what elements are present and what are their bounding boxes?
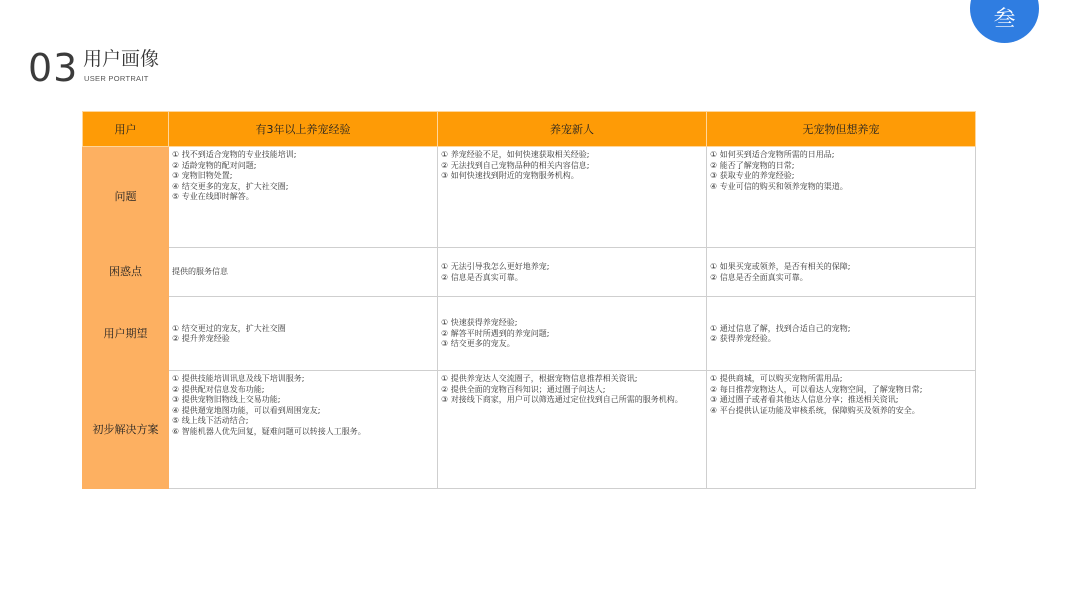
list-item: ② 能否了解宠物的日常; [710,160,795,170]
badge-text: 叁 [993,7,1016,32]
list-item: ① 如何买到适合宠物所需的日用品; [710,150,835,159]
list-item: ① 通过信息了解，找到合适自己的宠物; [710,323,851,333]
list-item: ④ 专业可信的购买和领养宠物的渠道。 [710,181,848,191]
row-label-problem: 问题 [83,147,169,248]
list-item: ③ 获取专业的养宠经验; [710,171,795,180]
row-label-confusion: 困惑点 [83,248,169,297]
table-cell [438,371,707,489]
table-header-row [83,112,976,147]
table-cell [707,147,976,248]
list-item: ② 信息是否真实可靠。 [441,272,523,282]
table-row [83,371,976,489]
list-item: ④ 结交更多的宠友，扩大社交圈; [172,181,289,191]
list-item: ② 无法找到自己宠物品种的相关内容信息; [441,160,590,170]
table-row [83,147,976,248]
column-header-prospective: 无宠物但想养宠 [707,112,976,147]
list-item: ① 提供技能培训讯息及线下培训服务; [172,374,305,383]
row-label-expectation: 用户期望 [83,297,169,371]
list-item: ① 无法引导我怎么更好地养宠; [441,262,550,271]
list-item: ② 适龄宠物的配对问题; [172,160,257,170]
list-item: ⑤ 专业在线即时解答。 [172,192,254,201]
list-item: ② 解答平时所遇到的养宠问题; [441,328,550,338]
page-subtitle: USER PORTRAIT [84,74,149,83]
table-cell [707,297,976,371]
table-cell [438,297,707,371]
table-row [83,297,976,371]
table-cell [438,147,707,248]
list-item: ② 提供配对信息发布功能; [172,384,265,394]
column-header-experienced: 有3年以上养宠经验 [169,112,438,147]
list-item: ② 每日推荐宠物达人，可以看达人宠物空间，了解宠物日常; [710,384,923,394]
table-cell [169,248,438,297]
list-item: ③ 对接线下商家，用户可以筛选通过定位找到自己所需的服务机构。 [441,395,683,404]
list-item: ③ 宠物旧物处置; [172,171,233,180]
user-portrait-table [82,111,976,489]
list-item: ① 结交更过的宠友，扩大社交圈 [172,323,286,333]
list-item: ② 获得养宠经验。 [710,334,776,343]
list-item: ④ 平台提供认证功能及审核系统，保障购买及领养的安全。 [710,405,920,415]
list-item: ⑥ 智能机器人优先回复，疑难问题可以转接人工服务。 [172,426,366,436]
table-cell [169,371,438,489]
list-item: ① 提供商城，可以购买宠物所需用品; [710,374,843,383]
column-header-user: 用户 [83,112,169,147]
list-item: ⑤ 线上线下活动结合; [172,416,249,425]
column-header-newcomer: 养宠新人 [438,112,707,147]
list-item: ① 养宠经验不足，如何快速获取相关经验; [441,150,590,159]
list-item: ① 找不到适合宠物的专业技能培训; [172,150,297,159]
page-title: 用户画像 [83,48,160,70]
row-label-solution: 初步解决方案 [83,371,169,489]
list-item: ① 如果买宠或领养，是否有相关的保障; [710,262,851,271]
list-item: 提供的服务信息 [172,267,228,277]
list-item: ① 提供养宠达人交流圈子，根据宠物信息推荐相关资讯; [441,374,638,383]
table-cell [169,297,438,371]
list-item: ② 信息是否全面真实可靠。 [710,272,808,282]
list-item: ③ 如何快速找到附近的宠物服务机构。 [441,171,579,180]
section-badge [970,0,1039,43]
list-item: ② 提供全面的宠物百科知识；通过圈子问达人; [441,384,606,394]
table-cell [707,371,976,489]
table-cell [707,248,976,297]
table-cell [438,248,707,297]
list-item: ① 快速获得养宠经验; [441,318,518,328]
list-item: ③ 通过圈子或者看其他达人信息分享；推送相关资讯; [710,395,899,404]
section-number: 03 [28,46,79,90]
table-cell [169,147,438,248]
list-item: ② 提升养宠经验 [172,334,230,343]
list-item: ④ 提供遛宠地图功能，可以看到周围宠友; [172,405,321,415]
list-item: ③ 提供宠物旧物线上交易功能; [172,395,281,404]
table-row [83,248,976,297]
list-item: ③ 结交更多的宠友。 [441,339,515,349]
